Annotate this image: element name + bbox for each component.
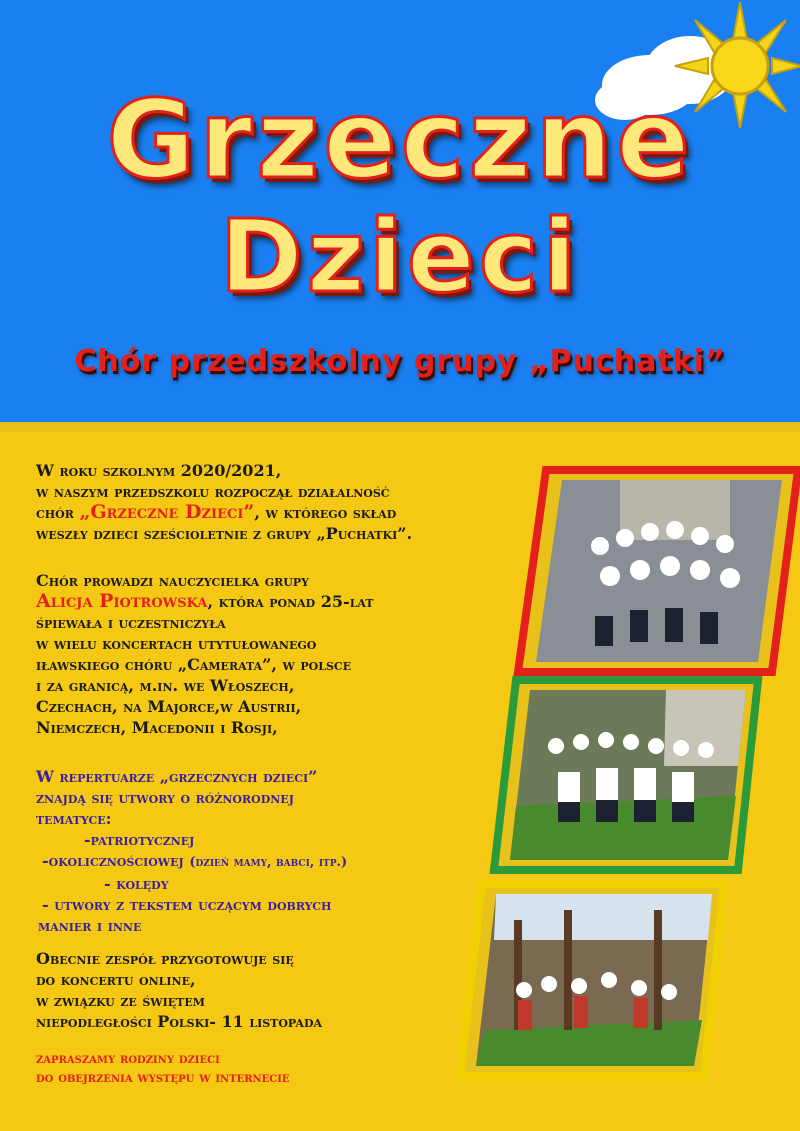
- text-line: [36, 591, 556, 612]
- photo-panel-3: [454, 880, 734, 1080]
- intro-paragraph: [36, 460, 556, 544]
- repertoire-item: - utwory z tekstem uczącym dobrych: [42, 895, 332, 914]
- photo-panel-2: [486, 676, 766, 876]
- text-span: -okolicznościowej: [42, 851, 190, 870]
- text-line: tematyce:: [36, 809, 112, 828]
- photo-panel-1: [500, 466, 800, 676]
- text-line: śpiewała i uczestniczyła: [36, 613, 226, 632]
- text-line: iławskiego chóru „Camerata”, w polsce: [36, 655, 352, 674]
- title-line-2: Dzieci: [219, 198, 581, 315]
- director-name: Alicja Piotrowska: [36, 590, 208, 612]
- text-span: , która ponad 25-lat: [207, 592, 374, 611]
- text-line: w związku ze świętem: [36, 991, 205, 1010]
- text-line: w wielu koncertach utytułowanego: [36, 634, 317, 653]
- text-line: do koncertu online,: [36, 970, 196, 989]
- title-line-1: Grzeczne: [106, 78, 694, 203]
- text-line: W repertuarze „grzecznych dzieci”: [36, 767, 318, 786]
- repertoire-item: -patriotycznej: [84, 830, 195, 849]
- text-line: znajdą się utwory o różnorodnej: [36, 788, 294, 807]
- text-line: i za granicą, m.in. we Włoszech,: [36, 676, 295, 695]
- text-span: , w którego skład: [254, 503, 397, 522]
- text-line: W roku szkolnym 2020/2021,: [36, 461, 282, 480]
- repertoire-item: - kolędy: [104, 874, 169, 893]
- subtitle: Chór przedszkolny grupy „Puchatki”: [74, 344, 726, 379]
- text-line: do obejrzenia występu w internecie: [36, 1070, 290, 1086]
- text-line: niepodległości Polski- 11 listopada: [36, 1012, 323, 1031]
- text-line: w naszym przedszkolu rozpoczął działalność: [36, 482, 390, 501]
- repertoire-item: [36, 850, 556, 873]
- text-line: zapraszamy rodziny dzieci: [36, 1051, 220, 1067]
- header-divider: [0, 422, 800, 432]
- text-line: Obecnie zespół przygotowuje się: [36, 949, 294, 968]
- text-span: chór: [36, 503, 80, 522]
- choir-name: „Grzeczne Dzieci”: [79, 501, 255, 523]
- text-line: [36, 502, 556, 523]
- text-span: (dzień mamy, babci, itp.): [189, 855, 348, 870]
- director-paragraph: [36, 570, 556, 738]
- repertoire-item: manier i inne: [38, 916, 142, 935]
- text-line: Chór prowadzi nauczycielka grupy: [36, 571, 310, 590]
- text-line: Czechach, na Majorce,w Austrii,: [36, 697, 302, 716]
- text-line: Niemczech, Macedonii i Rosji,: [36, 718, 278, 737]
- text-line: weszły dzieci sześcioletnie z grupy „Puchatki”.: [36, 524, 413, 543]
